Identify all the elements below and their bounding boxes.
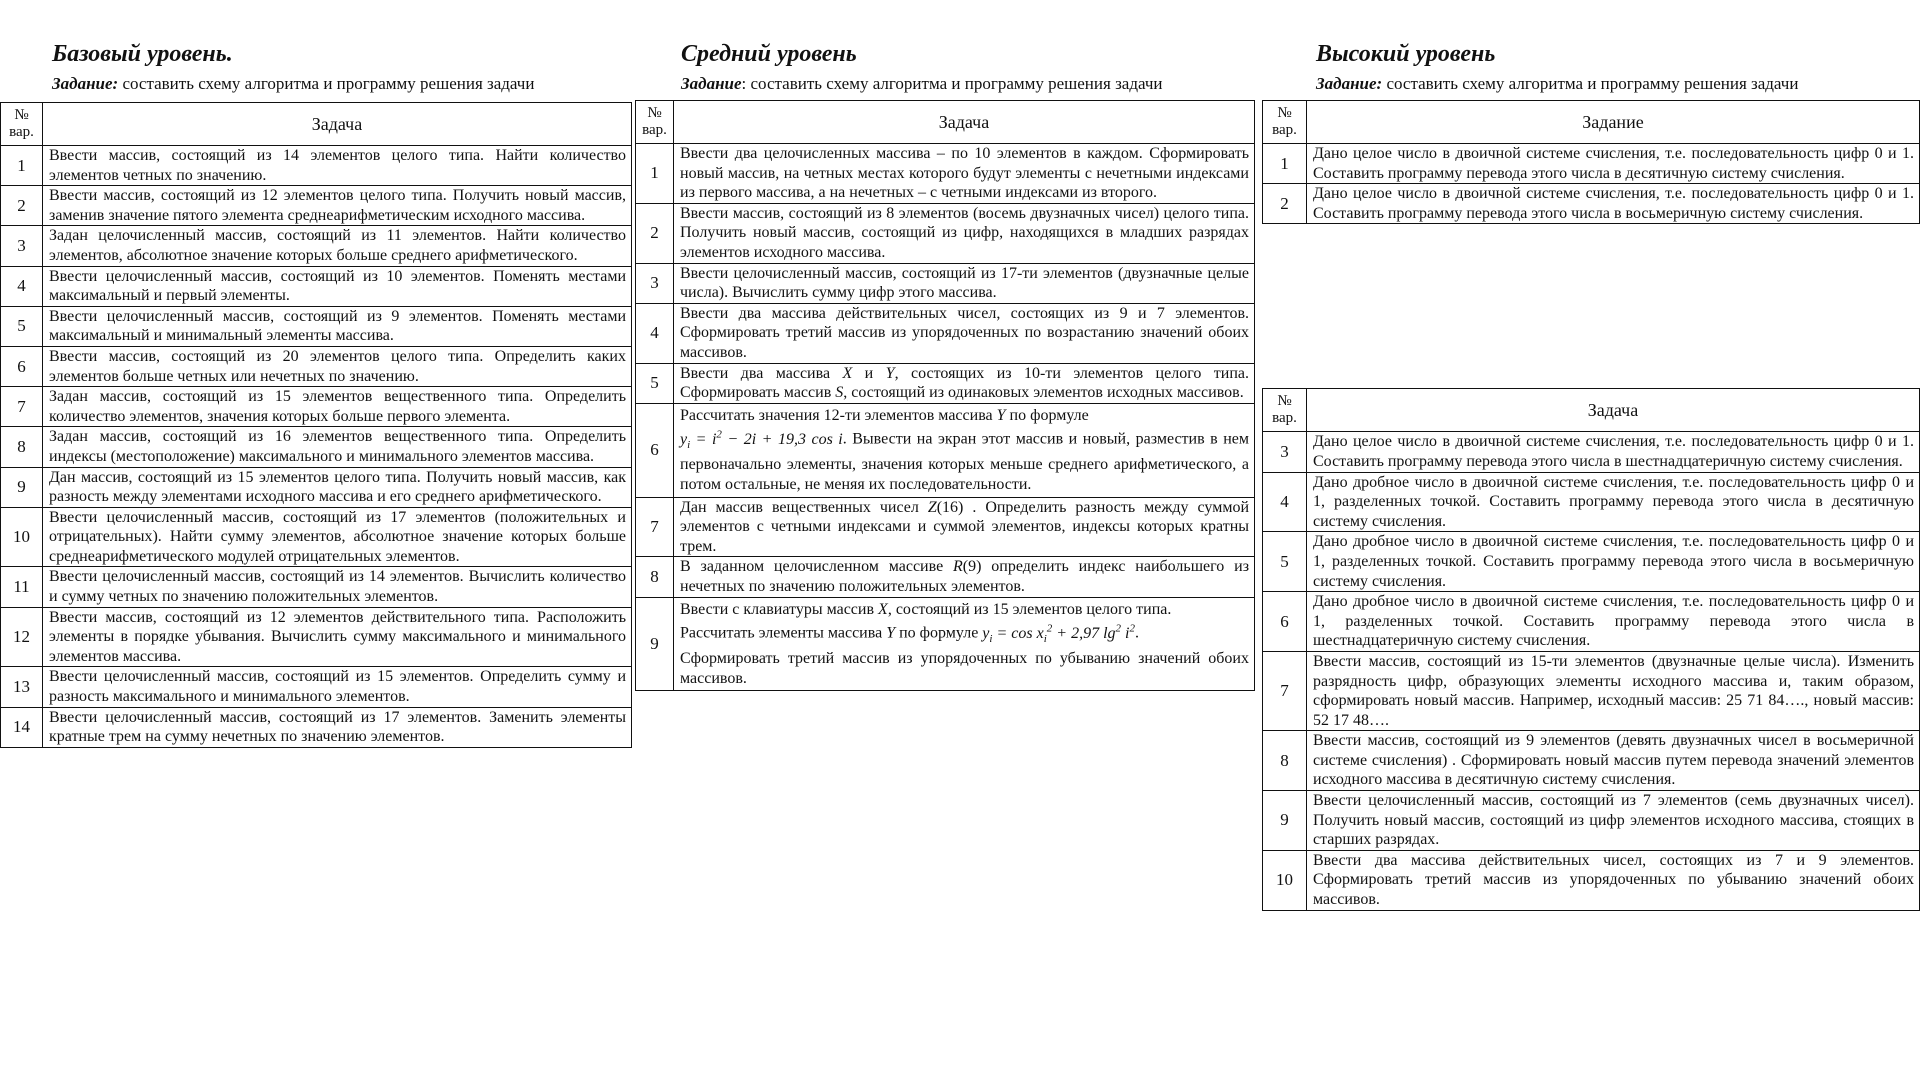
formula-y-i: $y_i = i^2 - 2i + 19,3$ cos i xyxy=(680,428,843,451)
task-text-part: Дан массив вещественных чисел xyxy=(680,498,928,516)
variant-number: 7 xyxy=(1263,651,1307,730)
table-row xyxy=(636,557,1255,597)
high-level-title: Высокий уровень xyxy=(1316,41,1496,67)
task-text: Ввести массив, состоящий из 12 элементов действительного типа. Расположить элементы в порядке убывания. Вычислить сумму максимального и минимального элементов массива. xyxy=(43,607,632,667)
table-row xyxy=(636,597,1255,691)
task-text: Ввести целочисленный массив, состоящий из 9 элементов. Поменять местами максимальный и минимальный элементы массива. xyxy=(43,306,632,346)
column-header-number: № вар. xyxy=(636,101,674,144)
table-row xyxy=(636,144,1255,204)
table-header-row xyxy=(1,103,632,146)
task-text: Ввести целочисленный массив, состоящий из 10 элементов. Поменять местами максимальный и первый элементы. xyxy=(43,266,632,306)
table-row xyxy=(1263,731,1920,791)
table-row xyxy=(1,607,632,667)
task-text: Ввести целочисленный массив, состоящий из 14 элементов. Вычислить количество и сумму четных по значению положительных элементов. xyxy=(43,567,632,607)
task-text-part: и xyxy=(852,364,886,382)
task-text: Дано целое число в двоичной системе счисления, т.е. последовательность цифр 0 и 1. Составить программу перевода этого числа в шестнадцатеричную систему счисления. xyxy=(1307,432,1920,472)
table-row xyxy=(1263,532,1920,592)
task-text: Дано целое число в двоичной системе счисления, т.е. последовательность цифр 0 и 1. Составить программу перевода этого числа в десятичную систему счисления. xyxy=(1307,144,1920,184)
variable-y: Y xyxy=(886,624,896,642)
table-row xyxy=(1263,592,1920,652)
variant-number: 13 xyxy=(1,667,43,707)
table-row xyxy=(1,567,632,607)
task-text: Задан массив, состоящий из 15 элементов вещественного типа. Определить количество элементов, значения которых больше первого элемента. xyxy=(43,387,632,427)
variant-number: 10 xyxy=(1263,850,1307,910)
table-row xyxy=(1263,651,1920,730)
table-row xyxy=(1263,850,1920,910)
middle-task-line xyxy=(681,74,1255,94)
task-text-part: (16) . Определить разность между суммой элементов с четными индексами и суммой элементов, индексы которых кратны трем. xyxy=(680,498,1250,555)
table-header-row xyxy=(1263,389,1920,432)
middle-task-text: : составить схему алгоритма и программу решения задачи xyxy=(741,74,1163,93)
variant-number: 8 xyxy=(1,427,43,467)
task-text: Ввести целочисленный массив, состоящий из 15 элементов. Определить сумму и разность максимального и минимального элементов. xyxy=(43,667,632,707)
variant-number: 4 xyxy=(1263,472,1307,532)
high-task-label: Задание: xyxy=(1316,74,1383,93)
variant-number: 3 xyxy=(1263,432,1307,472)
variant-number: 1 xyxy=(636,144,674,204)
variant-number: 2 xyxy=(636,203,674,263)
task-text: Ввести массив, состоящий из 12 элементов целого типа. Получить новый массив, заменив значение пятого элемента среднеарифметическим исходного массива. xyxy=(43,186,632,226)
variable-z: Z xyxy=(927,498,937,516)
task-text: Ввести массив, состоящий из 8 элементов (восемь двузначных чисел) целого типа. Получить новый массив, состоящий из цифр, находящихся в младших разрядах элементов исходного массива. xyxy=(674,203,1255,263)
middle-level-section xyxy=(635,40,1255,691)
variant-number: 12 xyxy=(1,607,43,667)
table-row xyxy=(636,403,1255,497)
middle-task-label: Задание xyxy=(681,74,742,93)
table-row xyxy=(1,707,632,747)
task-text: Ввести массив, состоящий из 20 элементов целого типа. Определить каких элементов больше четных или нечетных по значению. xyxy=(43,346,632,386)
variant-number: 6 xyxy=(636,403,674,497)
task-text-part: по формуле xyxy=(895,624,983,642)
column-header-task: Задача xyxy=(43,103,632,146)
task-text: Ввести массив, состоящий из 14 элементов целого типа. Найти количество элементов четных по значению. xyxy=(43,146,632,186)
task-text-part: В заданном целочисленном массиве xyxy=(680,558,953,576)
task-text: Дано целое число в двоичной системе счисления, т.е. последовательность цифр 0 и 1. Составить программу перевода этого числа в восьмеричную систему счисления. xyxy=(1307,184,1920,224)
task-text: Дан массив, состоящий из 15 элементов целого типа. Получить новый массив, как разность между элементами исходного массива и его среднего арифметического. xyxy=(43,467,632,507)
table-row xyxy=(1263,432,1920,472)
variant-number: 7 xyxy=(636,497,674,557)
task-text: Ввести целочисленный массив, состоящий из 17 элементов (положительных и отрицательных). Найти сумму элементов, абсолютное значение которых больше среднеарифметического модулей отрицательных элементов. xyxy=(43,507,632,567)
variable-s: S xyxy=(835,384,844,402)
task-text: Дано дробное число в двоичной системе счисления, т.е. последовательность цифр 0 и 1, разделенных точкой. Составить программу перевода этого числа в шестнадцатеричную систему счисления. xyxy=(1307,592,1920,652)
task-text-part: . xyxy=(1134,624,1139,642)
variant-number: 5 xyxy=(1,306,43,346)
task-text: Ввести два массива действительных чисел, состоящих из 7 и 9 элементов. Сформировать третий массив из упорядоченных по убыванию значений обоих массивов. xyxy=(1307,850,1920,910)
basic-task-label: Задание: xyxy=(52,74,119,93)
middle-level-title: Средний уровень xyxy=(681,41,857,67)
task-text-part: , состоящих из 10-ти элементов целого типа. Сформировать массив xyxy=(680,364,1249,402)
task-text: Задан массив, состоящий из 16 элементов вещественного типа. Определить индексы (местоположение) максимального и минимального элементов массива. xyxy=(43,427,632,467)
table-row xyxy=(636,303,1255,363)
variant-number: 9 xyxy=(636,597,674,691)
task-text-part: (9) определить индекс наибольшего из нечетных по значению положительных элементов. xyxy=(680,558,1250,595)
task-text: Дано дробное число в двоичной системе счисления, т.е. последовательность цифр 0 и 1, разделенных точкой. Составить программу перевода этого числа в восьмеричную систему счисления. xyxy=(1307,532,1920,592)
table-row xyxy=(636,203,1255,263)
task-text: Ввести целочисленный массив, состоящий из 7 элементов (семь двузначных чисел). Получить новый массив, состоящий из цифр элементов исходного массива, стоящих в старших разрядах. xyxy=(1307,791,1920,851)
variant-number: 4 xyxy=(1,266,43,306)
table-row xyxy=(1263,472,1920,532)
table-header-row xyxy=(1263,101,1920,144)
table-row xyxy=(1,346,632,386)
variable-y: Y xyxy=(885,364,895,382)
table-header-row xyxy=(636,101,1255,144)
table-row xyxy=(1263,184,1920,224)
task-text-part: . Вывести на экран этот массив и новый, разместив в нем первоначально элементы, значения которых меньше среднего арифметического, а потом остальные, не меняя их последовательности. xyxy=(680,430,1250,494)
task-text xyxy=(674,497,1255,557)
variable-r: R xyxy=(953,558,963,576)
variant-number: 5 xyxy=(1263,532,1307,592)
middle-task-table xyxy=(635,100,1255,691)
variant-number: 7 xyxy=(1,387,43,427)
task-text-part: , состоящий из 15 элементов целого типа. xyxy=(887,600,1172,618)
variable-y: Y xyxy=(996,406,1006,424)
basic-task-line xyxy=(52,74,632,94)
variant-number: 2 xyxy=(1263,184,1307,224)
variant-number: 2 xyxy=(1,186,43,226)
variant-number: 8 xyxy=(1263,731,1307,791)
table-row xyxy=(1263,791,1920,851)
task-text-part: Ввести два массива xyxy=(680,364,843,382)
task-text xyxy=(674,403,1255,497)
table-row xyxy=(636,263,1255,303)
variant-number: 11 xyxy=(1,567,43,607)
table-row xyxy=(1,226,632,266)
table-row xyxy=(1,427,632,467)
variant-number: 3 xyxy=(1,226,43,266)
task-text: Ввести два массива действительных чисел, состоящих из 9 и 7 элементов. Сформировать третий массив из упорядоченных по возрастанию значений обоих массивов. xyxy=(674,303,1255,363)
basic-task-table xyxy=(0,102,632,748)
variant-number: 3 xyxy=(636,263,674,303)
basic-level-title: Базовый уровень. xyxy=(52,41,233,67)
variant-number: 9 xyxy=(1263,791,1307,851)
column-header-task: Задача xyxy=(674,101,1255,144)
task-text xyxy=(674,557,1255,597)
column-header-task: Задача xyxy=(1307,389,1920,432)
high-task-line xyxy=(1316,74,1920,94)
table-row xyxy=(1,387,632,427)
high-task-table-1 xyxy=(1262,100,1920,224)
task-text: Ввести целочисленный массив, состоящий из 17-ти элементов (двузначные целые числа). Вычислить сумму цифр этого массива. xyxy=(674,263,1255,303)
column-header-number: № вар. xyxy=(1,103,43,146)
table-row xyxy=(1,146,632,186)
high-task-text: составить схему алгоритма и программу решения задачи xyxy=(1382,74,1799,93)
variant-number: 9 xyxy=(1,467,43,507)
task-text-part: Рассчитать элементы массива xyxy=(680,624,887,642)
table-row xyxy=(1,667,632,707)
column-header-number: № вар. xyxy=(1263,101,1307,144)
basic-level-section xyxy=(0,40,632,748)
variant-number: 6 xyxy=(1,346,43,386)
task-text: Ввести массив, состоящий из 15-ти элементов (двузначные целые числа). Изменить разрядность цифр, образующих элементы исходного массива и, таким образом, сформировать новый массив. Например, исходный массив: 25 71 84…., новый массив: 52 17 48…. xyxy=(1307,651,1920,730)
table-row xyxy=(1,186,632,226)
table-row xyxy=(1,507,632,567)
task-text-part: по формуле xyxy=(1005,406,1089,424)
table-row xyxy=(1263,144,1920,184)
task-text: Задан целочисленный массив, состоящий из 11 элементов. Найти количество элементов, абсолютное значение которых больше среднего арифметического. xyxy=(43,226,632,266)
variant-number: 10 xyxy=(1,507,43,567)
variant-number: 1 xyxy=(1263,144,1307,184)
formula-y-i-cos: $y_i = \cos x_i^2 + 2,97$ $\lg^2 i^2$ xyxy=(982,622,1135,645)
task-text: Дано дробное число в двоичной системе счисления, т.е. последовательность цифр 0 и 1, разделенных точкой. Составить программу перевода этого числа в десятичную систему счисления. xyxy=(1307,472,1920,532)
column-header-task: Задание xyxy=(1307,101,1920,144)
task-text-part: Ввести с клавиатуры массив xyxy=(680,600,879,618)
table-row xyxy=(636,497,1255,557)
high-level-section xyxy=(1262,40,1920,911)
basic-task-text: составить схему алгоритма и программу решения задачи xyxy=(118,74,535,93)
task-text: Ввести два целочисленных массива – по 10 элементов в каждом. Сформировать новый массив, на четных местах которого будут элементы с нечетными индексами из первого массива, а на нечетных – с четными индексами из второго. xyxy=(674,144,1255,204)
table-row xyxy=(1,266,632,306)
variant-number: 8 xyxy=(636,557,674,597)
task-text-part: Рассчитать значения 12-ти элементов массива xyxy=(680,406,997,424)
column-header-number: № вар. xyxy=(1263,389,1307,432)
variant-number: 5 xyxy=(636,363,674,403)
table-row xyxy=(1,467,632,507)
variant-number: 14 xyxy=(1,707,43,747)
table-row xyxy=(1,306,632,346)
variable-x: X xyxy=(842,364,853,382)
variant-number: 6 xyxy=(1263,592,1307,652)
task-text xyxy=(674,363,1255,403)
variable-x: X xyxy=(878,600,888,618)
task-text: Ввести массив, состоящий из 9 элементов (девять двузначных чисел в восьмеричной системе счисления) . Сформировать новый массив путем перевода значений элементов исходного массива в десятичную систему счисления. xyxy=(1307,731,1920,791)
variant-number: 1 xyxy=(1,146,43,186)
task-text-part: Сформировать третий массив из упорядоченных по убыванию значений обоих массивов. xyxy=(680,650,1249,687)
task-text xyxy=(674,597,1255,691)
high-task-table-2 xyxy=(1262,388,1920,910)
task-text: Ввести целочисленный массив, состоящий из 17 элементов. Заменить элементы кратные трем на сумму нечетных по значению элементов. xyxy=(43,707,632,747)
task-text-part: , состоящий из одинаковых элементов исходных массивов. xyxy=(843,384,1244,402)
table-row xyxy=(636,363,1255,403)
variant-number: 4 xyxy=(636,303,674,363)
